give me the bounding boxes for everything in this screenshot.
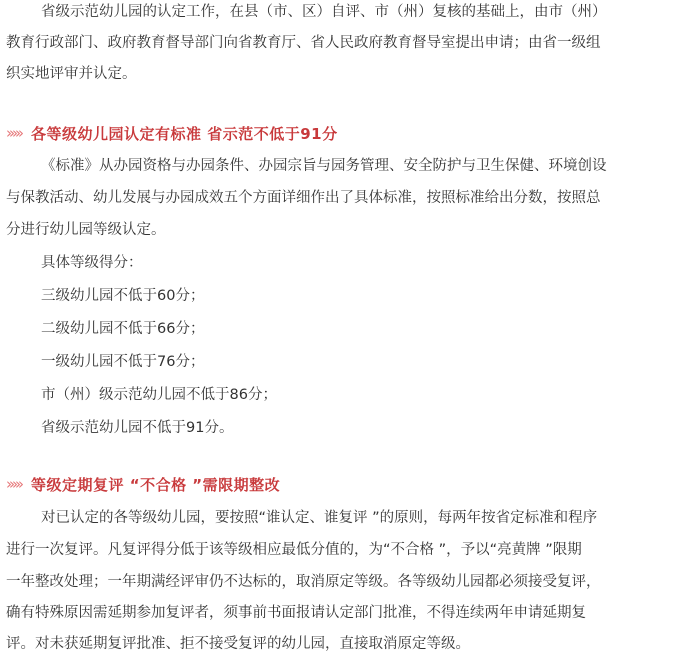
chevron-decor-icon: ››››› xyxy=(6,475,21,493)
score-item: 一级幼儿园不低于76分； xyxy=(41,354,205,370)
body-line: 《标准》从办园资格与办园条件、办园宗旨与园务管理、安全防护与卫生保健、环境创设 xyxy=(41,158,607,174)
section-heading xyxy=(6,121,338,145)
score-item: 市（州）级示范幼儿园不低于86分； xyxy=(41,387,277,403)
body-line: 一年整改处理；一年期满经评审仍不达标的，取消原定等级。各等级幼儿园都必须接受复评， xyxy=(6,574,601,590)
intro-line: 织实地评审并认定。 xyxy=(6,66,137,82)
section-title: 各等级幼儿园认定有标准 省示范不低于91分 xyxy=(31,124,338,143)
chevron-decor-icon: ››››› xyxy=(6,124,21,142)
body-line: 确有特殊原因需延期参加复评者，须事前书面报请认定部门批准，不得连续两年申请延期复 xyxy=(6,605,586,621)
body-line: 评。对未获延期复评批准、拒不接受复评的幼儿园，直接取消原定等级。 xyxy=(6,636,470,652)
score-item: 省级示范幼儿园不低于91分。 xyxy=(41,420,234,436)
score-item: 三级幼儿园不低于60分； xyxy=(41,288,205,304)
section-heading xyxy=(6,472,280,496)
body-line: 分进行幼儿园等级认定。 xyxy=(6,222,166,238)
intro-line: 教育行政部门、政府教育督导部门向省教育厅、省人民政府教育督导室提出申请；由省一级组 xyxy=(6,35,601,51)
body-line: 对已认定的各等级幼儿园，要按照“谁认定、谁复评 ”的原则，每两年按省定标准和程序 xyxy=(41,510,598,526)
section-title: 等级定期复评 “不合格 ”需限期整改 xyxy=(31,475,281,494)
intro-line: 省级示范幼儿园的认定工作，在县（市、区）自评、市（州）复核的基础上，由市（州） xyxy=(41,4,607,20)
score-item: 二级幼儿园不低于66分； xyxy=(41,321,205,337)
body-line: 进行一次复评。凡复评得分低于该等级相应最低分值的，为“不合格 ”，予以“亮黄牌 ”限期 xyxy=(6,542,582,558)
body-line: 与保教活动、幼儿发展与办园成效五个方面详细作出了具体标准，按照标准给出分数，按照总 xyxy=(6,190,601,206)
scores-label: 具体等级得分： xyxy=(41,255,143,271)
